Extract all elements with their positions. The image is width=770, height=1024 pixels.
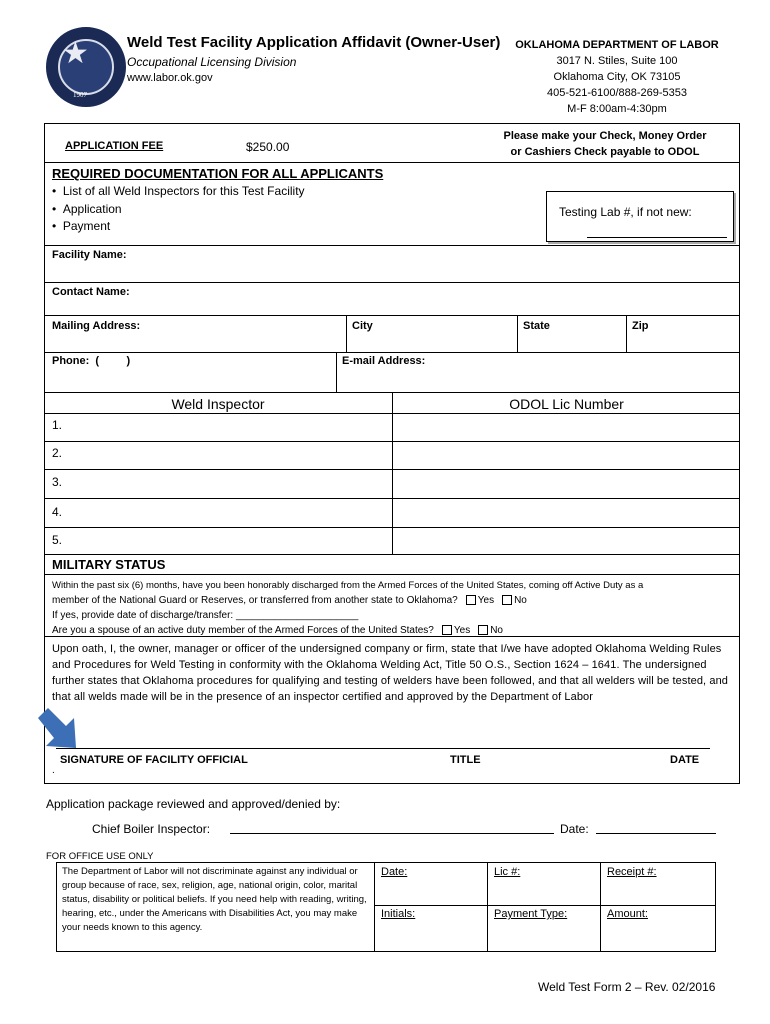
divider bbox=[487, 862, 488, 952]
military-line-4: Are you a spouse of an active duty member of the Armed Forces of the United States? Yes No bbox=[52, 625, 503, 636]
title-label: TITLE bbox=[450, 754, 481, 766]
office-payment-type[interactable]: Payment Type: bbox=[494, 908, 568, 920]
form-title: Weld Test Facility Application Affidavit (Owner-User) bbox=[127, 34, 501, 51]
table-row[interactable]: 3. bbox=[52, 475, 63, 489]
dept-phone: 405-521-6100/888-269-5353 bbox=[546, 87, 688, 99]
review-heading: Application package reviewed and approved/denied by: bbox=[46, 797, 341, 811]
divider bbox=[44, 352, 740, 353]
office-receipt[interactable]: Receipt #: bbox=[607, 866, 657, 878]
spouse-yes-checkbox[interactable] bbox=[442, 625, 452, 635]
divider bbox=[374, 905, 716, 906]
inspector-col-header: Weld Inspector bbox=[171, 396, 265, 412]
divider bbox=[44, 527, 740, 528]
divider bbox=[44, 469, 740, 470]
fee-amount: $250.00 bbox=[246, 140, 290, 154]
list-item: • Application bbox=[52, 201, 122, 216]
dot-mark: . bbox=[52, 765, 55, 776]
signature-line bbox=[56, 748, 710, 749]
phone-field[interactable]: Phone: ( ) bbox=[52, 355, 131, 367]
divider bbox=[44, 574, 740, 575]
division-name: Occupational Licensing Division bbox=[127, 55, 297, 69]
table-row[interactable]: 1. bbox=[52, 418, 63, 432]
contact-name-field[interactable]: Contact Name: bbox=[52, 286, 130, 298]
office-amount[interactable]: Amount: bbox=[607, 908, 648, 920]
divider bbox=[44, 441, 740, 442]
payable-note bbox=[470, 128, 740, 160]
divider bbox=[44, 162, 740, 163]
payable-line-1: Please make your Check, Money Order bbox=[503, 130, 707, 142]
zip-field[interactable]: Zip bbox=[632, 320, 649, 332]
table-row[interactable]: 5. bbox=[52, 533, 63, 547]
dept-address-1: 3017 N. Stiles, Suite 100 bbox=[556, 55, 678, 67]
divider bbox=[44, 554, 740, 555]
chief-inspector-label: Chief Boiler Inspector: bbox=[92, 822, 211, 836]
payable-line-2: or Cashiers Check payable to ODOL bbox=[510, 146, 700, 158]
military-heading: MILITARY STATUS bbox=[52, 557, 166, 572]
military-line-1: Within the past six (6) months, have you been honorably discharged from the Armed Forces of the United States, coming off Active Duty as a bbox=[52, 580, 644, 591]
testing-lab-box[interactable] bbox=[546, 191, 734, 242]
discharge-date-field[interactable]: If yes, provide date of discharge/transfer: ______________________ bbox=[52, 610, 359, 621]
divider bbox=[392, 392, 393, 554]
facility-name-field[interactable]: Facility Name: bbox=[52, 249, 127, 261]
signature-label: SIGNATURE OF FACILITY OFFICIAL bbox=[60, 754, 248, 766]
divider bbox=[626, 315, 627, 352]
state-field[interactable]: State bbox=[523, 320, 550, 332]
spouse-no-checkbox[interactable] bbox=[478, 625, 488, 635]
table-row[interactable]: 2. bbox=[52, 446, 63, 460]
office-initials[interactable]: Initials: bbox=[381, 908, 416, 920]
no-checkbox[interactable] bbox=[502, 595, 512, 605]
testing-lab-label: Testing Lab #, if not new: bbox=[559, 205, 692, 219]
divider bbox=[44, 636, 740, 637]
divider bbox=[44, 315, 740, 316]
oath-text: Upon oath, I, the owner, manager or officer of the undersigned company or firm, state that I/we have adopted Oklahoma Welding Rules and Procedures for Weld Testing in conformity with the Oklahoma Welding Act, Title 50 O.S., Section 1624 – 1641. The undersigned further states that Oklahoma procedures for qualifying and testing of welders have been followed, and that all welders will be tested, and that all welds made will be in the presence of an inspector certified and approved by the Department of Labor bbox=[52, 643, 729, 703]
table-row[interactable]: 4. bbox=[52, 505, 63, 519]
star-icon: ★ bbox=[62, 37, 89, 70]
department-block bbox=[502, 37, 732, 117]
nondiscrimination-notice: The Department of Labor will not discriminate against any individual or group because of race, sex, religion, age, national origin, color, marital status, disability or political beliefs. If you need help with reading, writing, hearing, etc., under the Americans with Disabilities Act, you may make your needs known to this agency. bbox=[62, 866, 367, 933]
dept-hours: M-F 8:00am-4:30pm bbox=[567, 103, 667, 115]
date-label: DATE bbox=[670, 754, 700, 766]
review-date-label: Date: bbox=[560, 822, 589, 836]
testing-lab-line bbox=[587, 237, 727, 238]
office-heading: FOR OFFICE USE ONLY bbox=[46, 851, 154, 862]
form-number: Weld Test Form 2 – Rev. 02/2016 bbox=[538, 980, 716, 994]
list-item: • Payment bbox=[52, 219, 111, 233]
office-date[interactable]: Date: bbox=[381, 866, 408, 878]
office-lic[interactable]: Lic #: bbox=[494, 866, 521, 878]
dept-address-2: Oklahoma City, OK 73105 bbox=[553, 71, 681, 83]
divider bbox=[346, 315, 347, 352]
divider bbox=[517, 315, 518, 352]
divider bbox=[44, 282, 740, 283]
yes-checkbox[interactable] bbox=[466, 595, 476, 605]
arrow-icon bbox=[36, 706, 82, 752]
divider bbox=[44, 245, 740, 246]
seal-year: 1907 bbox=[73, 91, 87, 99]
docs-heading: REQUIRED DOCUMENTATION FOR ALL APPLICANTS bbox=[52, 166, 384, 181]
department-name: OKLAHOMA DEPARTMENT OF LABOR bbox=[515, 39, 719, 51]
lic-number-col-header: ODOL Lic Number bbox=[509, 396, 624, 412]
list-item: • List of all Weld Inspectors for this Test Facility bbox=[52, 184, 305, 198]
chief-inspector-line[interactable] bbox=[230, 833, 554, 834]
docs-list bbox=[52, 183, 305, 236]
mailing-address-field[interactable]: Mailing Address: bbox=[52, 320, 141, 332]
military-text bbox=[52, 578, 738, 638]
divider bbox=[44, 498, 740, 499]
divider bbox=[374, 862, 375, 952]
city-field[interactable]: City bbox=[352, 320, 373, 332]
divider bbox=[336, 352, 337, 392]
divider bbox=[44, 413, 740, 414]
military-line-2: member of the National Guard or Reserves, or transferred from another state to Oklahoma? Yes No bbox=[52, 595, 527, 606]
state-seal bbox=[46, 27, 126, 107]
divider bbox=[600, 862, 601, 952]
website-link[interactable]: www.labor.ok.gov bbox=[127, 72, 213, 84]
review-date-line[interactable] bbox=[596, 833, 716, 834]
email-field[interactable]: E-mail Address: bbox=[342, 355, 426, 367]
fee-label: APPLICATION FEE bbox=[65, 140, 164, 152]
